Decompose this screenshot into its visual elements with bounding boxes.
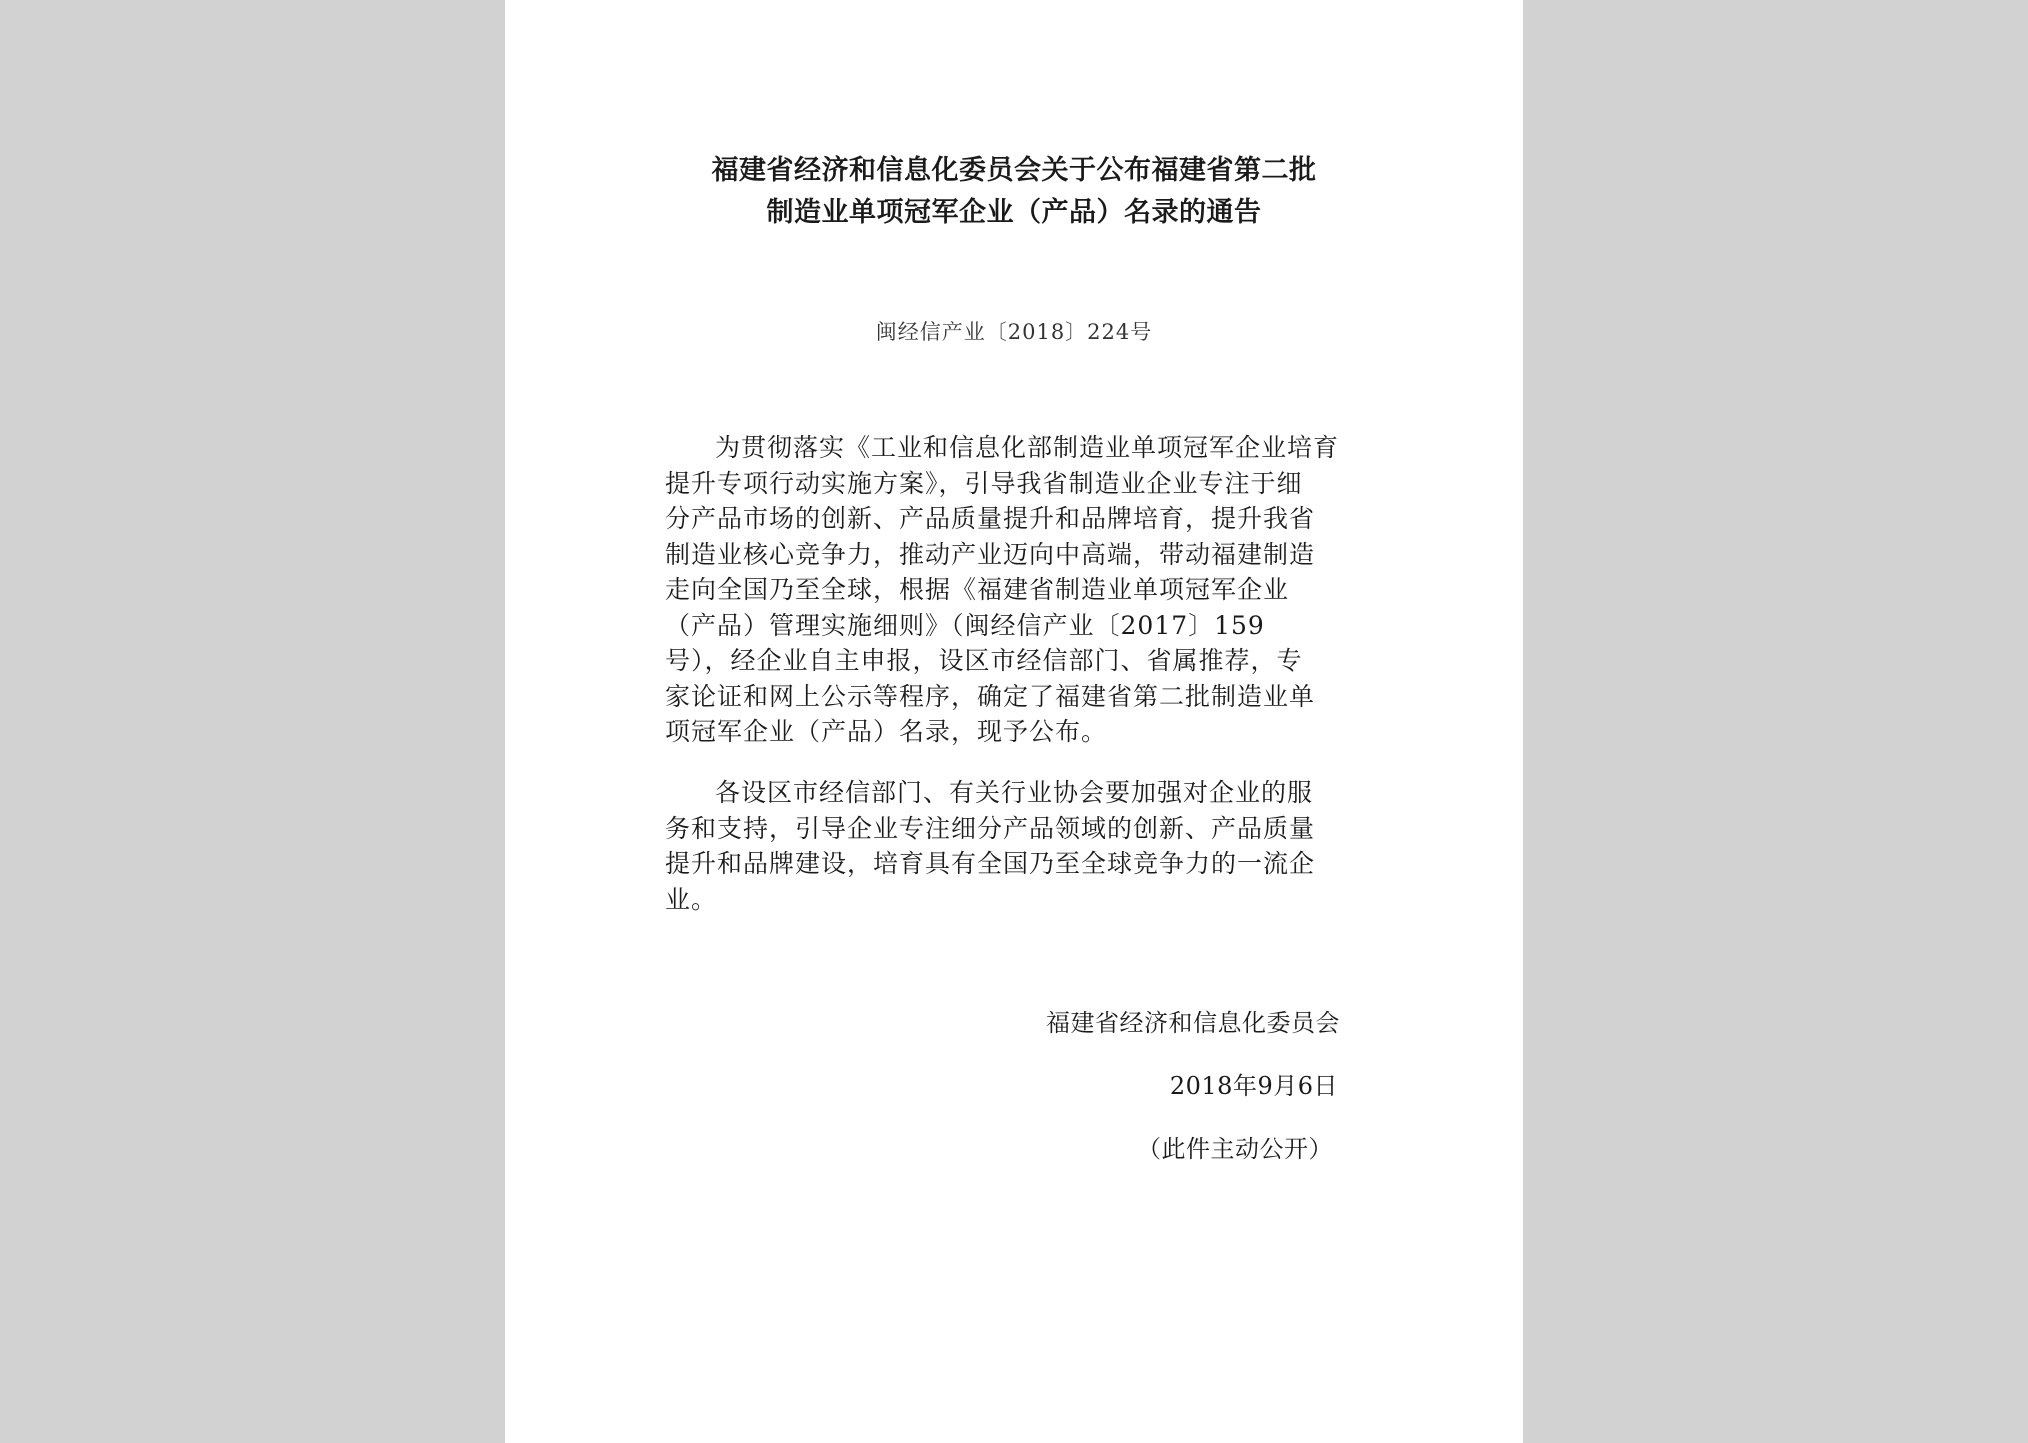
paragraph-1-line: 号），经企业自主申报，设区市经信部门、省属推荐，专 — [665, 646, 1303, 675]
title-line-2: 制造业单项冠军企业（产品）名录的通告 — [766, 197, 1262, 228]
paragraph-2-line: 业。 — [665, 884, 718, 914]
paragraph-2-line: 各设区市经信部门、有关行业协会要加强对企业的服 — [715, 778, 1314, 807]
paragraph-1-line: 家论证和网上公示等程序，确定了福建省第二批制造业单 — [665, 681, 1316, 711]
document-title — [505, 150, 1523, 234]
title-line-1: 福建省经济和信息化委员会关于公布福建省第二批 — [711, 155, 1317, 186]
paragraph-1-line: 提升专项行动实施方案》，引导我省制造业企业专注于细 — [665, 468, 1303, 498]
paragraph-1 — [665, 430, 1365, 750]
document-number: 闽经信产业〔2018〕224号 — [875, 320, 1153, 344]
paragraph-1-line: 为贯彻落实《工业和信息化部制造业单项冠军企业培育 — [715, 433, 1340, 462]
document-page — [505, 0, 1523, 1443]
paragraph-1-line: （产品）管理实施细则》（闽经信产业〔2017〕159 — [665, 610, 1265, 640]
paragraph-1-line: 制造业核心竞争力，推动产业迈向中高端，带动福建制造 — [665, 539, 1316, 569]
paragraph-2-line: 提升和品牌建设，培育具有全国乃至全球竞争力的一流企 — [665, 849, 1316, 878]
paragraph-1-line: 分产品市场的创新、产品质量提升和品牌培育，提升我省 — [665, 504, 1316, 533]
signature-organization: 福建省经济和信息化委员会 — [1046, 1009, 1340, 1037]
paragraph-1-line: 走向全国乃至全球，根据《福建省制造业单项冠军企业 — [665, 575, 1290, 604]
paragraph-2 — [665, 775, 1365, 917]
paragraph-1-line: 项冠军企业（产品）名录，现予公布。 — [665, 717, 1108, 746]
paragraph-2-line: 务和支持，引导企业专注细分产品领域的创新、产品质量 — [665, 813, 1316, 843]
signature-date: 2018年9月6日 — [1169, 1072, 1338, 1100]
disclosure-note: （此件主动公开） — [1137, 1135, 1333, 1163]
